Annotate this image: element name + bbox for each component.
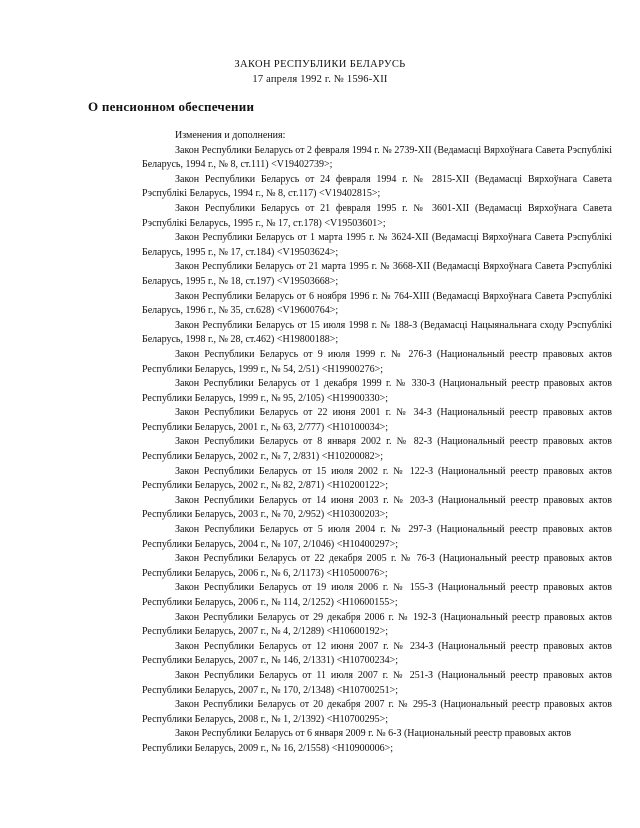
amendment-entry: Закон Республики Беларусь от 9 июля 1999 г. № 276-З (Национальный реестр правовых актов Республики Беларусь, 1999 г., № 54, 2/51) <H19900276>; — [142, 348, 612, 375]
page-title: О пенсионном обеспечении — [88, 99, 255, 114]
amendment-entry: Закон Республики Беларусь от 5 июля 2004 г. № 297-З (Национальный реестр правовых актов Республики Беларусь, 2004 г., № 107, 2/1046) <H10400297>; — [142, 524, 612, 550]
amendment-entry: Закон Республики Беларусь от 21 марта 1995 г. № 3668-XII (Ведамасці Вярхоўнага Савета Рэспублікі Беларусь, 1995 г., № 18, ст.197) <V19503668>; — [142, 261, 612, 287]
amendment-entry: Закон Республики Беларусь от 22 июня 2001 г. № 34-З (Национальный реестр правовых актов Республики Беларусь, 2001 г., № 63, 2/777) <H10100034>; — [142, 407, 612, 433]
amendment-entry: Закон Республики Беларусь от 8 января 2002 г. № 82-З (Национальный реестр правовых актов Республики Беларусь, 2002 г., № 7, 2/831) <H10200082>; — [142, 436, 612, 463]
amendment-entry: Закон Республики Беларусь от 19 июля 2006 г. № 155-З (Национальный реестр правовых актов Республики Беларусь, 2006 г., № 114, 2/1252) <H10600155>; — [142, 582, 612, 608]
amendment-entry: Закон Республики Беларусь от 2 февраля 1994 г. № 2739-XII (Ведамасці Вярхоўнага Савета Рэспублікі Беларусь, 1994 г., № 8, ст.111) <V19402739>; — [142, 144, 612, 171]
amendment-entry: Закон Республики Беларусь от 6 ноября 1996 г. № 764-XIII (Ведамасці Вярхоўнага Савета Рэспублікі Беларусь, 1996 г., № 35, ст.628) <V19600764>; — [142, 290, 612, 317]
amendments-list — [142, 144, 612, 757]
amendments-heading: Изменения и дополнения: — [175, 130, 286, 141]
amendment-entry: Закон Республики Беларусь от 21 февраля 1995 г. № 3601-XII (Ведамасці Вярхоўнага Савета Рэспублікі Беларусь, 1995 г., № 17, ст.178) <V19503601>; — [142, 202, 612, 229]
document-masthead — [0, 58, 640, 87]
amendment-entry: Закон Республики Беларусь от 15 июля 2002 г. № 122-З (Национальный реестр правовых актов Республики Беларусь, 2002 г., № 82, 2/871) <H10200122>; — [142, 465, 612, 492]
amendment-entry: Закон Республики Беларусь от 15 июля 1998 г. № 188-З (Ведамасці Нацыянальнага сходу Рэспублікі Беларусь, 1998 г., № 28, ст.462) <H19800188>; — [142, 319, 612, 346]
amendment-entry: Закон Республики Беларусь от 6 января 2009 г. № 6-З (Национальный реестр правовых актов Республики Беларусь, 2009 г., № 16, 2/1558) <H10900006>; — [142, 728, 572, 754]
law-type-heading: ЗАКОН РЕСПУБЛИКИ БЕЛАРУСЬ — [234, 59, 406, 70]
amendment-entry: Закон Республики Беларусь от 22 декабря 2005 г. № 76-З (Национальный реестр правовых актов Республики Беларусь, 2006 г., № 6, 2/1173) <H10500076>; — [142, 553, 612, 579]
amendment-entry: Закон Республики Беларусь от 20 декабря 2007 г. № 295-З (Национальный реестр правовых актов Республики Беларусь, 2008 г., № 1, 2/1392) <H10700295>; — [142, 699, 612, 725]
law-date-and-number: 17 апреля 1992 г. № 1596-XII — [252, 74, 388, 85]
amendment-entry: Закон Республики Беларусь от 14 июня 2003 г. № 203-З (Национальный реестр правовых актов Республики Беларусь, 2003 г., № 70, 2/952) <H10300203>; — [142, 494, 612, 521]
amendment-entry: Закон Республики Беларусь от 1 декабря 1999 г. № 330-З (Национальный реестр правовых актов Республики Беларусь, 1999 г., № 95, 2/105) <H19900330>; — [142, 378, 612, 404]
amendment-entry: Закон Республики Беларусь от 29 декабря 2006 г. № 192-З (Национальный реестр правовых актов Республики Беларусь, 2007 г., № 4, 2/1289) <H10600192>; — [142, 611, 612, 638]
amendment-entry: Закон Республики Беларусь от 24 февраля 1994 г. № 2815-XII (Ведамасці Вярхоўнага Савета Рэспублікі Беларусь, 1994 г., № 8, ст.117) <V19402815>; — [142, 173, 612, 200]
amendment-entry: Закон Республики Беларусь от 12 июня 2007 г. № 234-З (Национальный реестр правовых актов Республики Беларусь, 2007 г., № 146, 2/1331) <H10700234>; — [142, 640, 612, 667]
amendment-entry: Закон Республики Беларусь от 1 марта 1995 г. № 3624-XII (Ведамасці Вярхоўнага Савета Рэспублікі Беларусь, 1995 г., № 17, ст.184) <V19503624>; — [142, 232, 612, 258]
amendment-entry: Закон Республики Беларусь от 11 июля 2007 г. № 251-З (Национальный реестр правовых актов Республики Беларусь, 2007 г., № 170, 2/1348) <H10700251>; — [142, 669, 612, 696]
amendments-block — [142, 129, 612, 757]
